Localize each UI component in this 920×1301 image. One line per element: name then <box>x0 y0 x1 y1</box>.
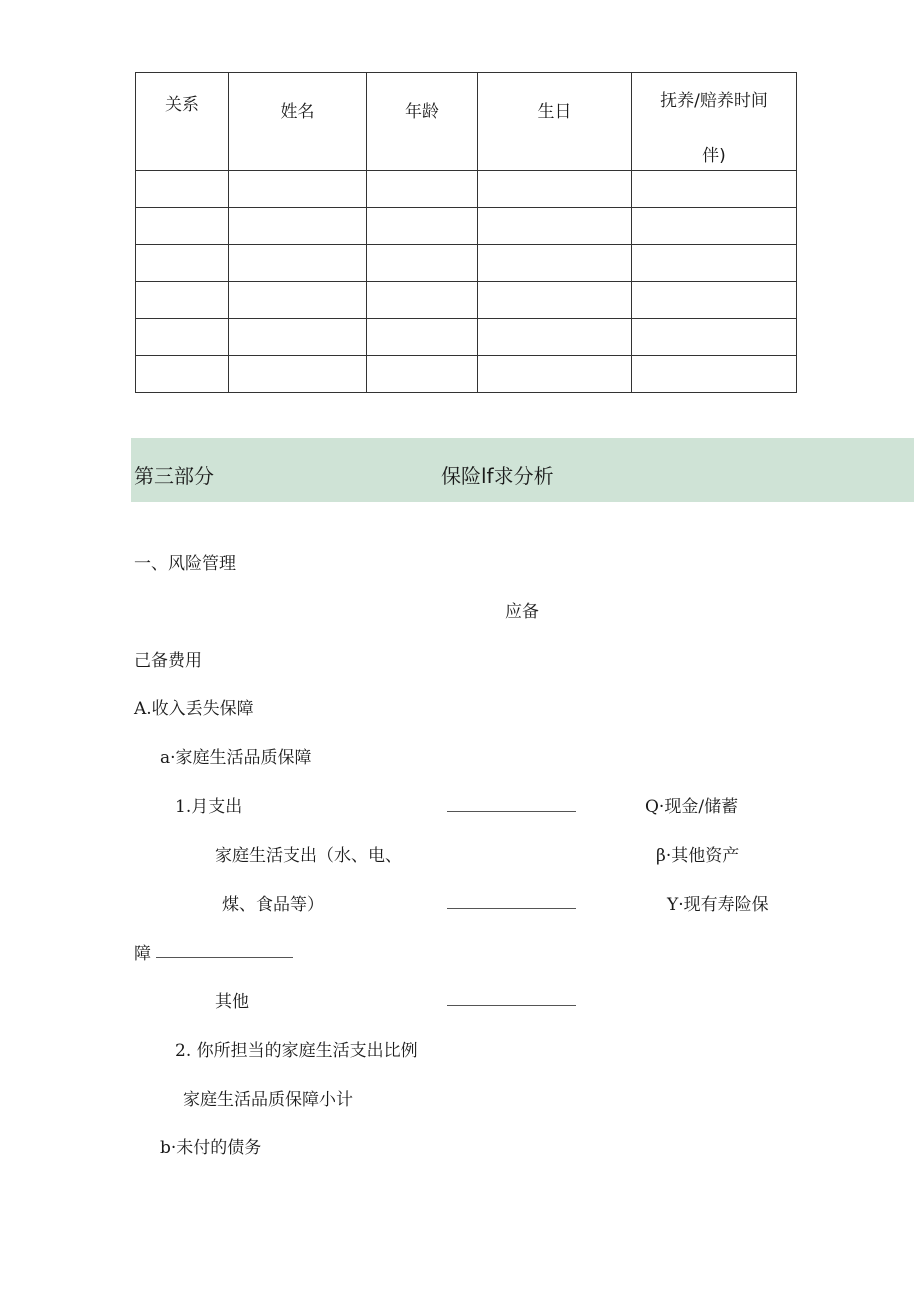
living-expense-label-cont: 煤、食品等） <box>222 895 324 915</box>
table-cell[interactable] <box>229 171 367 208</box>
table-cell[interactable] <box>632 319 797 356</box>
header-name: 姓名 <box>229 73 367 171</box>
living-expense-label: 家庭生活支出（水、电、 <box>215 846 402 866</box>
section-part-label: 第三部分 <box>134 464 214 488</box>
table-cell[interactable] <box>367 208 478 245</box>
table-cell[interactable] <box>229 245 367 282</box>
table-cell[interactable] <box>367 319 478 356</box>
table-cell[interactable] <box>229 319 367 356</box>
table-cell[interactable] <box>136 282 229 319</box>
header-age: 年龄 <box>367 73 478 171</box>
table-row <box>136 208 797 245</box>
existing-insurance-label: Y·现有寿险保 <box>667 895 769 915</box>
monthly-expense-blank[interactable] <box>447 811 576 812</box>
header-support-period: 抚养/赔养时间 伴) <box>632 73 797 171</box>
cash-savings-label: Q·现金/储蓄 <box>645 797 739 817</box>
table-cell[interactable] <box>478 356 632 393</box>
table-cell[interactable] <box>478 282 632 319</box>
table-row <box>136 282 797 319</box>
table-cell[interactable] <box>367 282 478 319</box>
table-row <box>136 356 797 393</box>
risk-management-heading: 一、风险管理 <box>134 554 236 574</box>
table-cell[interactable] <box>632 171 797 208</box>
income-loss-heading: A.收入丢失保障 <box>134 699 254 719</box>
expense-ratio-label: 2. 你所担当的家庭生活支出比例 <box>175 1041 418 1061</box>
other-expense-label: 其他 <box>215 992 249 1012</box>
other-expense-blank[interactable] <box>447 1005 576 1006</box>
table-cell[interactable] <box>478 171 632 208</box>
table-cell[interactable] <box>478 208 632 245</box>
table-cell[interactable] <box>136 356 229 393</box>
quality-subtotal-label: 家庭生活品质保障小计 <box>183 1090 353 1110</box>
table-cell[interactable] <box>367 356 478 393</box>
unpaid-debts-heading: b·未付的债务 <box>160 1138 262 1158</box>
table-cell[interactable] <box>229 356 367 393</box>
table-row <box>136 171 797 208</box>
table-header-row <box>136 73 797 171</box>
should-prepare-label: 应备 <box>505 602 539 622</box>
header-relation: 关系 <box>136 73 229 171</box>
table-cell[interactable] <box>136 319 229 356</box>
table-row <box>136 319 797 356</box>
existing-insurance-blank[interactable] <box>156 957 293 958</box>
table-cell[interactable] <box>136 208 229 245</box>
section-banner <box>131 438 914 502</box>
table-cell[interactable] <box>229 282 367 319</box>
table-cell[interactable] <box>367 171 478 208</box>
header-birthday: 生日 <box>478 73 632 171</box>
living-expense-blank[interactable] <box>447 908 576 909</box>
prepared-cost-label: 己备费用 <box>134 651 202 671</box>
table-cell[interactable] <box>136 171 229 208</box>
table-row <box>136 245 797 282</box>
table-cell[interactable] <box>136 245 229 282</box>
table-cell[interactable] <box>367 245 478 282</box>
table-cell[interactable] <box>632 245 797 282</box>
monthly-expense-label: 1.月支出 <box>175 797 243 817</box>
family-table <box>135 72 797 393</box>
table-cell[interactable] <box>229 208 367 245</box>
family-quality-heading: a·家庭生活品质保障 <box>160 748 312 768</box>
table-cell[interactable] <box>632 282 797 319</box>
table-cell[interactable] <box>478 245 632 282</box>
table-cell[interactable] <box>632 208 797 245</box>
table-cell[interactable] <box>478 319 632 356</box>
other-assets-label: β·其他资产 <box>656 846 740 866</box>
table-cell[interactable] <box>632 356 797 393</box>
section-title: 保险lf求分析 <box>441 464 554 488</box>
existing-insurance-label-cont: 障 <box>134 944 151 964</box>
